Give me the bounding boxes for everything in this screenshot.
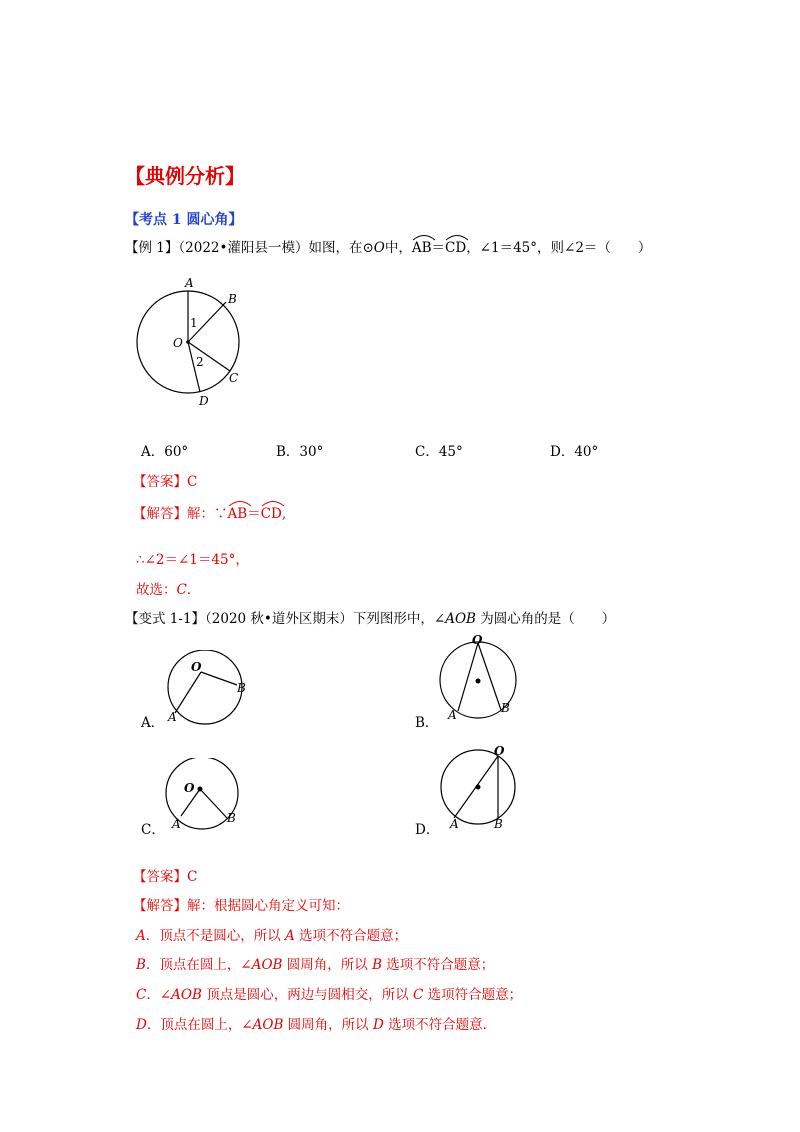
label-o: O xyxy=(173,336,183,350)
topic-heading: 【考点 1 圆心角】 xyxy=(125,212,243,228)
center-dot xyxy=(198,787,203,792)
label-o: O xyxy=(191,660,202,674)
chosen-letter: C xyxy=(176,582,187,598)
variant-option-a[interactable]: A． xyxy=(141,715,165,731)
line-text: 选项符合题意； xyxy=(423,987,523,1003)
arc-mark-icon xyxy=(412,233,436,241)
question-text: 中， xyxy=(384,240,412,256)
arc-mark-icon xyxy=(228,499,252,507)
answer-label: 【答案】 xyxy=(133,474,187,490)
label-o: O xyxy=(184,781,195,795)
label-a: A xyxy=(172,817,181,831)
variant-solution-b xyxy=(136,953,494,973)
label-c: C xyxy=(229,371,239,385)
center-dot xyxy=(476,785,481,790)
line-text: ．顶点在圆上，∠ xyxy=(146,1017,253,1033)
option-c[interactable]: C．45° xyxy=(415,444,463,460)
arc-ab xyxy=(412,240,432,256)
question-rest: ，∠1＝45°，则∠2＝（ ） xyxy=(466,240,652,256)
line-text: 选项不符合题意； xyxy=(294,928,408,944)
solution-label: 【解答】 xyxy=(133,506,187,522)
solution-tail: , xyxy=(281,506,287,522)
choose-label: 故选： xyxy=(136,582,177,598)
variant-answer-line xyxy=(133,865,197,885)
arc-cd-text: CD xyxy=(260,506,282,522)
example-1-label: 【例 1】 xyxy=(125,240,179,256)
example-1-source: （2022•灌阳县一模）如图，在⊙ xyxy=(178,240,374,256)
line-text: 选项不符合题意； xyxy=(382,957,495,973)
label-b: B xyxy=(237,681,246,695)
answer-value: C xyxy=(187,869,198,885)
variant-option-c[interactable]: C． xyxy=(141,822,165,838)
chord-ob xyxy=(478,643,501,710)
variant-figure-c xyxy=(164,758,264,838)
arc-ab-text: AB xyxy=(411,240,432,256)
circle xyxy=(168,650,242,724)
solution-text: 解：∵ xyxy=(187,506,228,522)
chord-oa xyxy=(458,643,478,711)
line-text: 选项不符合题意． xyxy=(383,1017,497,1033)
arc-cd-text: CD xyxy=(445,240,467,256)
angle-2-label: 2 xyxy=(196,355,204,369)
option-letter: C xyxy=(413,987,424,1003)
answer-value: C xyxy=(187,474,198,490)
line-text: 圆周角，所以 xyxy=(283,1017,373,1033)
line-text: ．∠ xyxy=(146,987,172,1003)
circle-center-label: O xyxy=(373,240,385,256)
ray-oa xyxy=(175,672,201,713)
line-text: ．顶点在圆上，∠ xyxy=(145,957,252,973)
angle-aob: AOB xyxy=(252,1017,284,1033)
angle-aob: AOB xyxy=(251,957,283,973)
variant-1-question xyxy=(125,607,615,627)
line-text: ．顶点不是圆心，所以 xyxy=(145,928,286,944)
arc-cd xyxy=(261,506,282,522)
radius-ob xyxy=(200,789,227,818)
center-dot xyxy=(476,679,481,684)
line-text: 顶点是圆心，两边与圆相交，所以 xyxy=(201,987,413,1003)
variant-label: 【变式 1-1】 xyxy=(125,611,206,627)
center-dot xyxy=(186,340,190,344)
variant-text: （2020 秋•道外区期末）下列图形中，∠ xyxy=(205,611,446,627)
solution-text: 解：根据圆心角定义可知： xyxy=(187,898,349,914)
angle-aob: AOB xyxy=(171,987,202,1003)
arc-ab xyxy=(228,506,248,522)
arc-ab-text: AB xyxy=(227,506,248,522)
option-letter: A xyxy=(136,928,146,944)
label-d: D xyxy=(199,394,209,408)
option-letter: D xyxy=(372,1017,384,1033)
angle-aob: AOB xyxy=(445,611,476,627)
option-letter: A xyxy=(285,928,295,944)
label-b: B xyxy=(227,811,236,825)
option-a[interactable]: A．60° xyxy=(141,444,189,460)
variant-solution-line xyxy=(133,894,349,914)
label-a: A xyxy=(450,817,459,831)
period: ． xyxy=(186,582,201,598)
variant-option-b[interactable]: B． xyxy=(415,715,439,731)
variant-solution-a xyxy=(136,924,407,944)
variant-solution-c xyxy=(136,983,522,1003)
equals: ＝ xyxy=(431,240,446,256)
option-b[interactable]: B．30° xyxy=(276,444,324,460)
label-b: B xyxy=(501,701,510,715)
ray-ob xyxy=(201,672,237,685)
solution-step-2: ∴∠2＝∠1＝45°， xyxy=(136,552,249,568)
section-title: 【典例分析】 xyxy=(125,164,245,188)
option-letter: B xyxy=(136,957,146,973)
line-text: 圆周角，所以 xyxy=(282,957,373,973)
variant-figure-a xyxy=(160,650,260,730)
example-1-figure xyxy=(130,275,255,410)
solution-step-3 xyxy=(136,578,200,598)
arc-mark-icon xyxy=(261,499,285,507)
option-letter: B xyxy=(372,957,382,973)
arc-mark-icon xyxy=(445,233,469,241)
variant-figure-d xyxy=(436,742,536,834)
label-b: B xyxy=(494,817,503,831)
answer-label: 【答案】 xyxy=(133,869,187,885)
variant-solution-d xyxy=(136,1013,496,1033)
label-o: O xyxy=(494,744,505,758)
option-letter: C xyxy=(136,987,147,1003)
arc-cd xyxy=(445,240,466,256)
option-letter: D xyxy=(136,1017,147,1033)
equals: ＝ xyxy=(247,506,261,522)
label-a: A xyxy=(185,276,194,290)
label-a: A xyxy=(448,708,457,722)
example-1-question xyxy=(125,236,651,256)
solution-label: 【解答】 xyxy=(133,898,187,914)
variant-figure-b xyxy=(436,632,536,724)
solution-line xyxy=(133,502,286,522)
variant-text-end: 为圆心角的是（ ） xyxy=(475,611,616,627)
label-o: O xyxy=(472,633,483,647)
answer-line xyxy=(133,470,197,490)
angle-1-label: 1 xyxy=(190,316,198,330)
label-a: A xyxy=(168,710,177,724)
option-d[interactable]: D．40° xyxy=(550,444,599,460)
label-b: B xyxy=(228,292,237,306)
variant-option-d[interactable]: D． xyxy=(415,822,440,838)
